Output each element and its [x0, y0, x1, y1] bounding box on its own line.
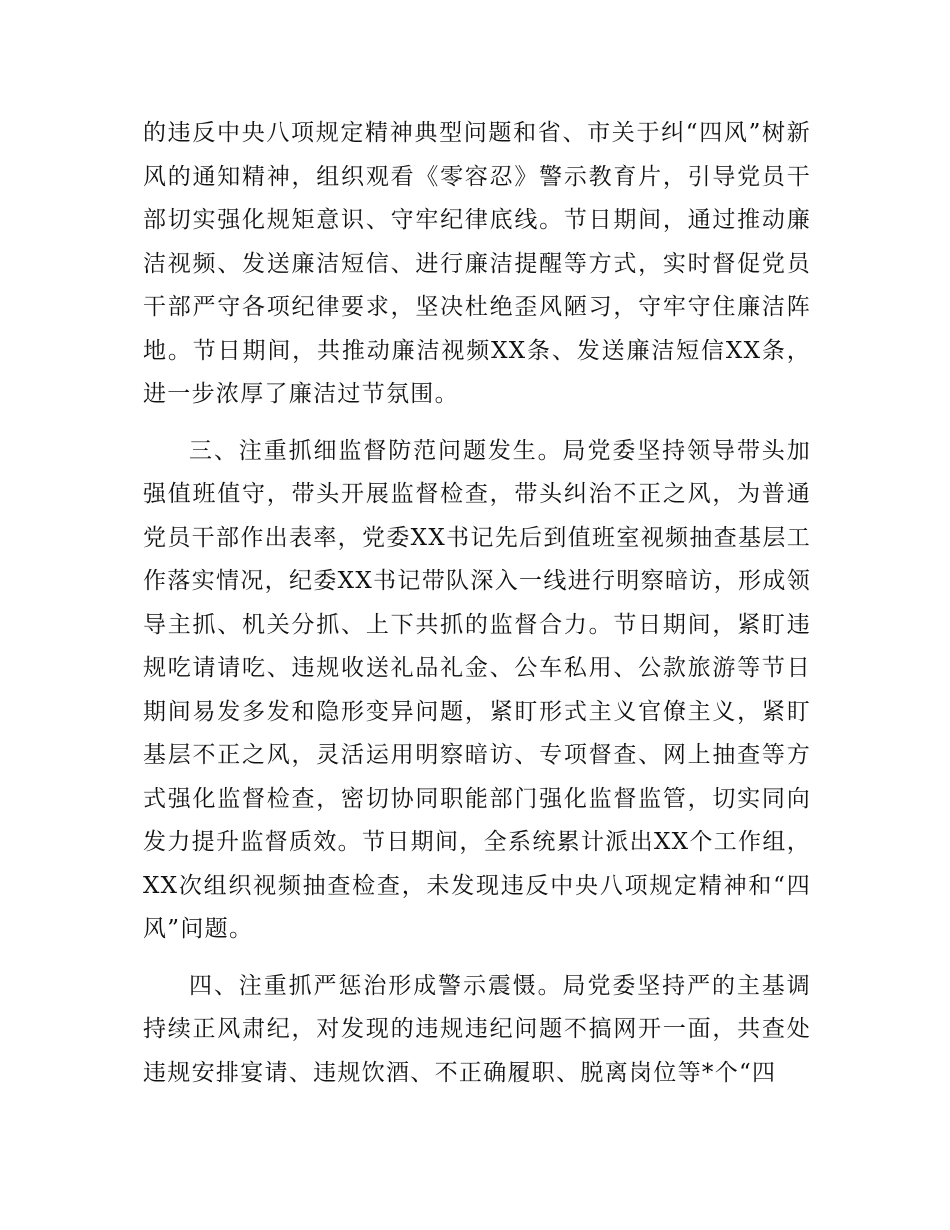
paragraph-section-four: 四、注重抓严惩治形成警示震慑。局党委坚持严的主基调持续正风肃纪，对发现的违规违纪问题不搞网开一面，共查处违规安排宴请、违规饮酒、不正确履职、脱离岗位等*个“四 — [143, 972, 811, 1086]
paragraph-spacer — [143, 417, 811, 430]
paragraph-continuation: 的违反中央八项规定精神典型问题和省、市关于纠“四风”树新风的通知精神，组织观看《零容忍》警示教育片，引导党员干部切实强化规矩意识、守牢纪律底线。节日期间，通过推动廉洁视频、发送廉洁短信、进行廉洁提醒等方式，实时督促党员干部严守各项纪律要求，坚决杜绝歪风陋习，守牢守住廉洁阵地。节日期间，共推动廉洁视频XX条、发送廉洁短信XX条，进一步浓厚了廉洁过节氛围。 — [143, 120, 811, 407]
paragraph-section-three: 三、注重抓细监督防范问题发生。局党委坚持领导带头加强值班值守，带头开展监督检查，带头纠治不正之风，为普通党员干部作出表率，党委XX书记先后到值班室视频抽查基层工作落实情况，纪委XX书记带队深入一线进行明察暗访，形成领导主抓、机关分抓、上下共抓的监督合力。节日期间，紧盯违规吃请请吃、违规收送礼品礼金、公车私用、公款旅游等节日期间易发多发和隐形变异问题，紧盯形式主义官僚主义，紧盯基层不正之风，灵活运用明察暗访、专项督查、网上抽查等方式强化监督检查，密切协同职能部门强化监督监管，切实同向发力提升监督质效。节日期间，全系统累计派出XX个工作组，XX次组织视频抽查检查，未发现违反中央八项规定精神和“四风”问题。 — [143, 437, 811, 942]
paragraph-spacer — [143, 952, 811, 965]
document-body — [143, 112, 811, 1095]
